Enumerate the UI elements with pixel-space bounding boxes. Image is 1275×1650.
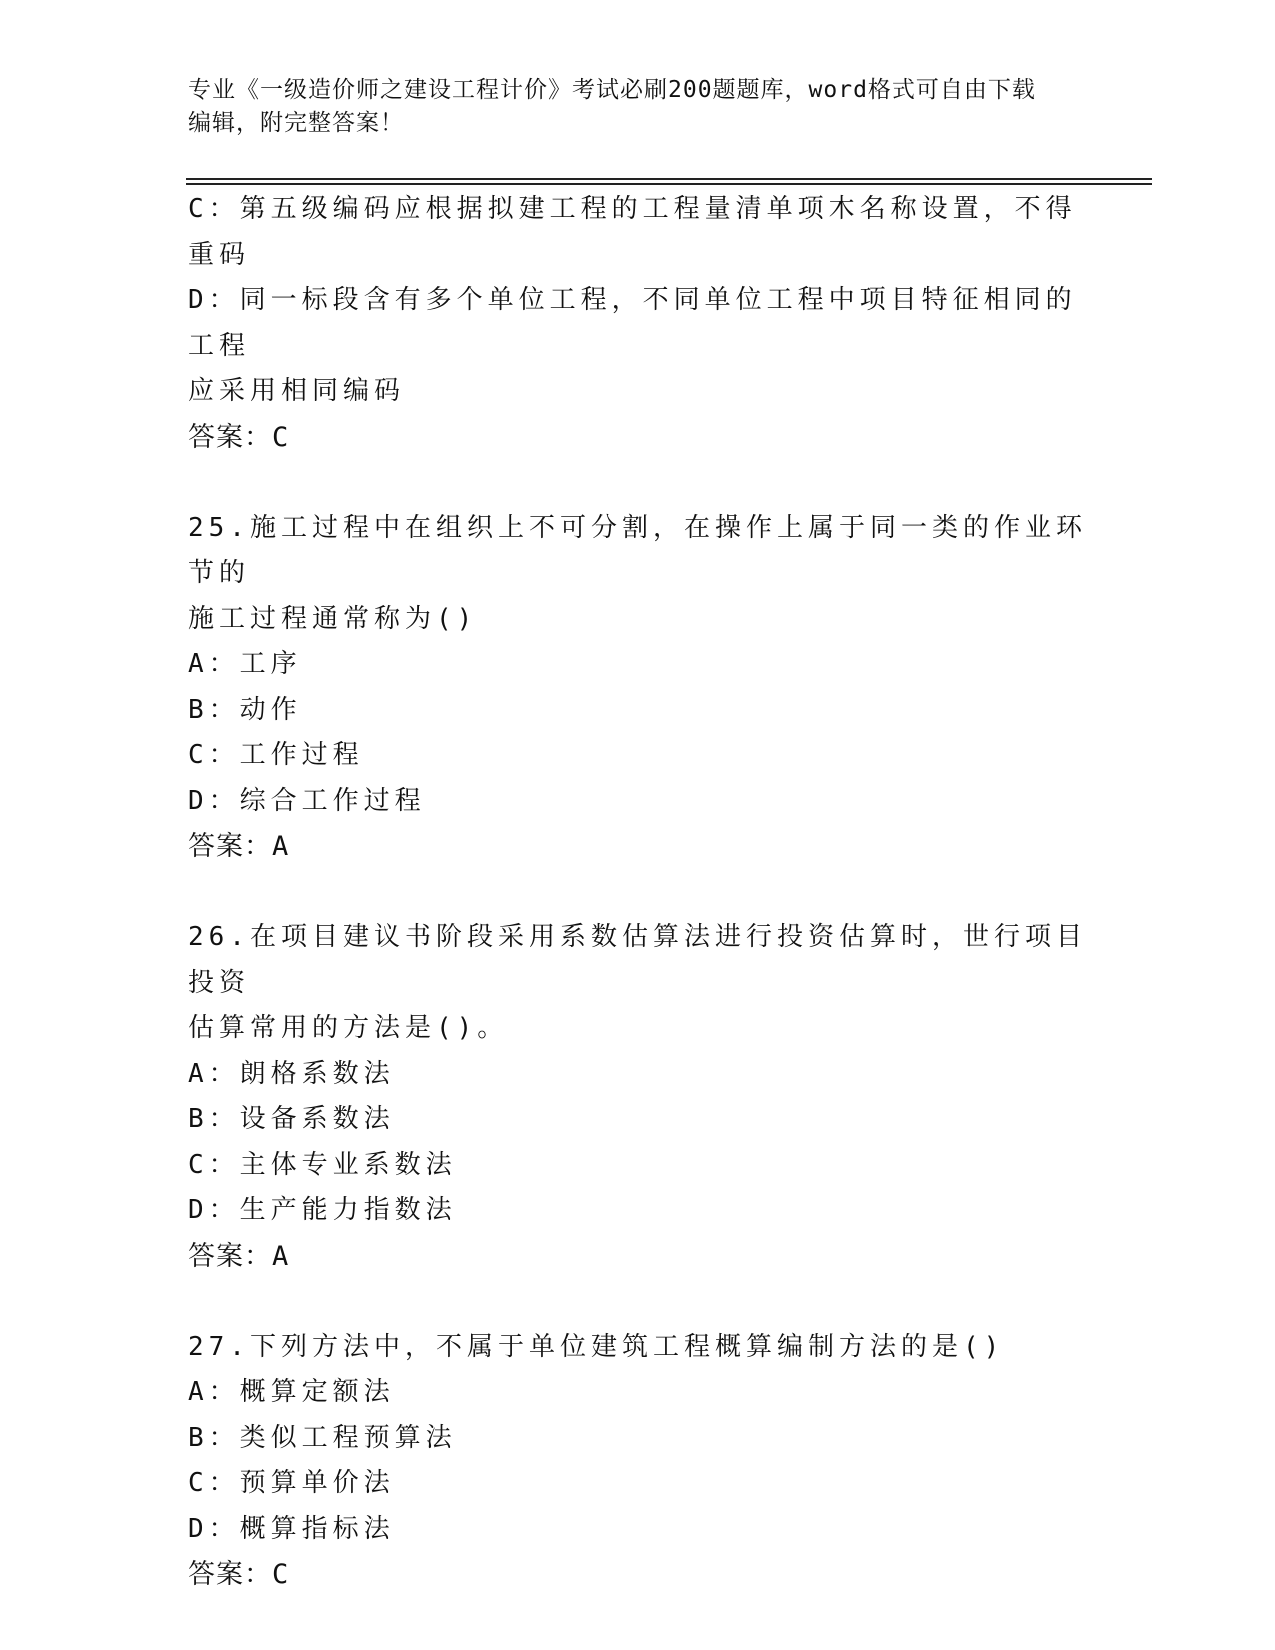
option-b: B：类似工程预算法	[188, 1422, 457, 1453]
option-d-continued: 应采用相同编码	[188, 376, 406, 406]
header-title-line1: 专业《一级造价师之建设工程计价》考试必刷200题题库，word格式可自由下载	[188, 77, 1036, 103]
answer-line: 答案：A	[188, 1240, 290, 1272]
option-b: B：设备系数法	[188, 1104, 395, 1134]
document-header	[188, 74, 1068, 140]
question-25	[188, 506, 1088, 870]
answer-line: 答案：A	[188, 831, 290, 862]
option-a: A：概算定额法	[188, 1377, 395, 1407]
option-c: C：第五级编码应根据拟建工程的工程量清单项木名称设置，不得重码	[188, 194, 1077, 270]
question-24-continued	[188, 187, 1088, 460]
header-title-line2: 编辑，附完整答案！	[188, 110, 404, 136]
option-d: D：生产能力指数法	[188, 1195, 457, 1225]
option-a: A：朗格系数法	[188, 1058, 395, 1089]
question-stem: 27.下列方法中，不属于单位建筑工程概算编制方法的是()	[188, 1331, 1005, 1362]
option-d: D：同一标段含有多个单位工程，不同单位工程中项目特征相同的工程	[188, 285, 1077, 361]
question-26	[188, 915, 1088, 1279]
question-content	[188, 187, 1088, 1598]
option-c: C：预算单价法	[188, 1468, 395, 1498]
spacer	[188, 1279, 1088, 1325]
spacer	[188, 870, 1088, 916]
spacer	[188, 460, 1088, 506]
option-a: A：工序	[188, 649, 302, 679]
option-d: D：综合工作过程	[188, 785, 426, 816]
answer-line: 答案：C	[188, 421, 290, 453]
option-c: C：主体专业系数法	[188, 1149, 457, 1180]
question-stem: 估算常用的方法是()。	[188, 1013, 509, 1043]
option-d: D：概算指标法	[188, 1513, 395, 1544]
header-divider-bottom	[186, 183, 1152, 185]
option-c: C：工作过程	[188, 740, 364, 770]
option-b: B：动作	[188, 694, 302, 725]
question-stem: 施工过程通常称为()	[188, 603, 478, 634]
question-stem: 26.在项目建议书阶段采用系数估算法进行投资估算时，世行项目投资	[188, 922, 1087, 998]
question-stem: 25.施工过程中在组织上不可分割，在操作上属于同一类的作业环节的	[188, 512, 1087, 588]
header-divider-top	[186, 178, 1152, 180]
question-27	[188, 1325, 1088, 1598]
answer-line: 答案：C	[188, 1559, 290, 1590]
